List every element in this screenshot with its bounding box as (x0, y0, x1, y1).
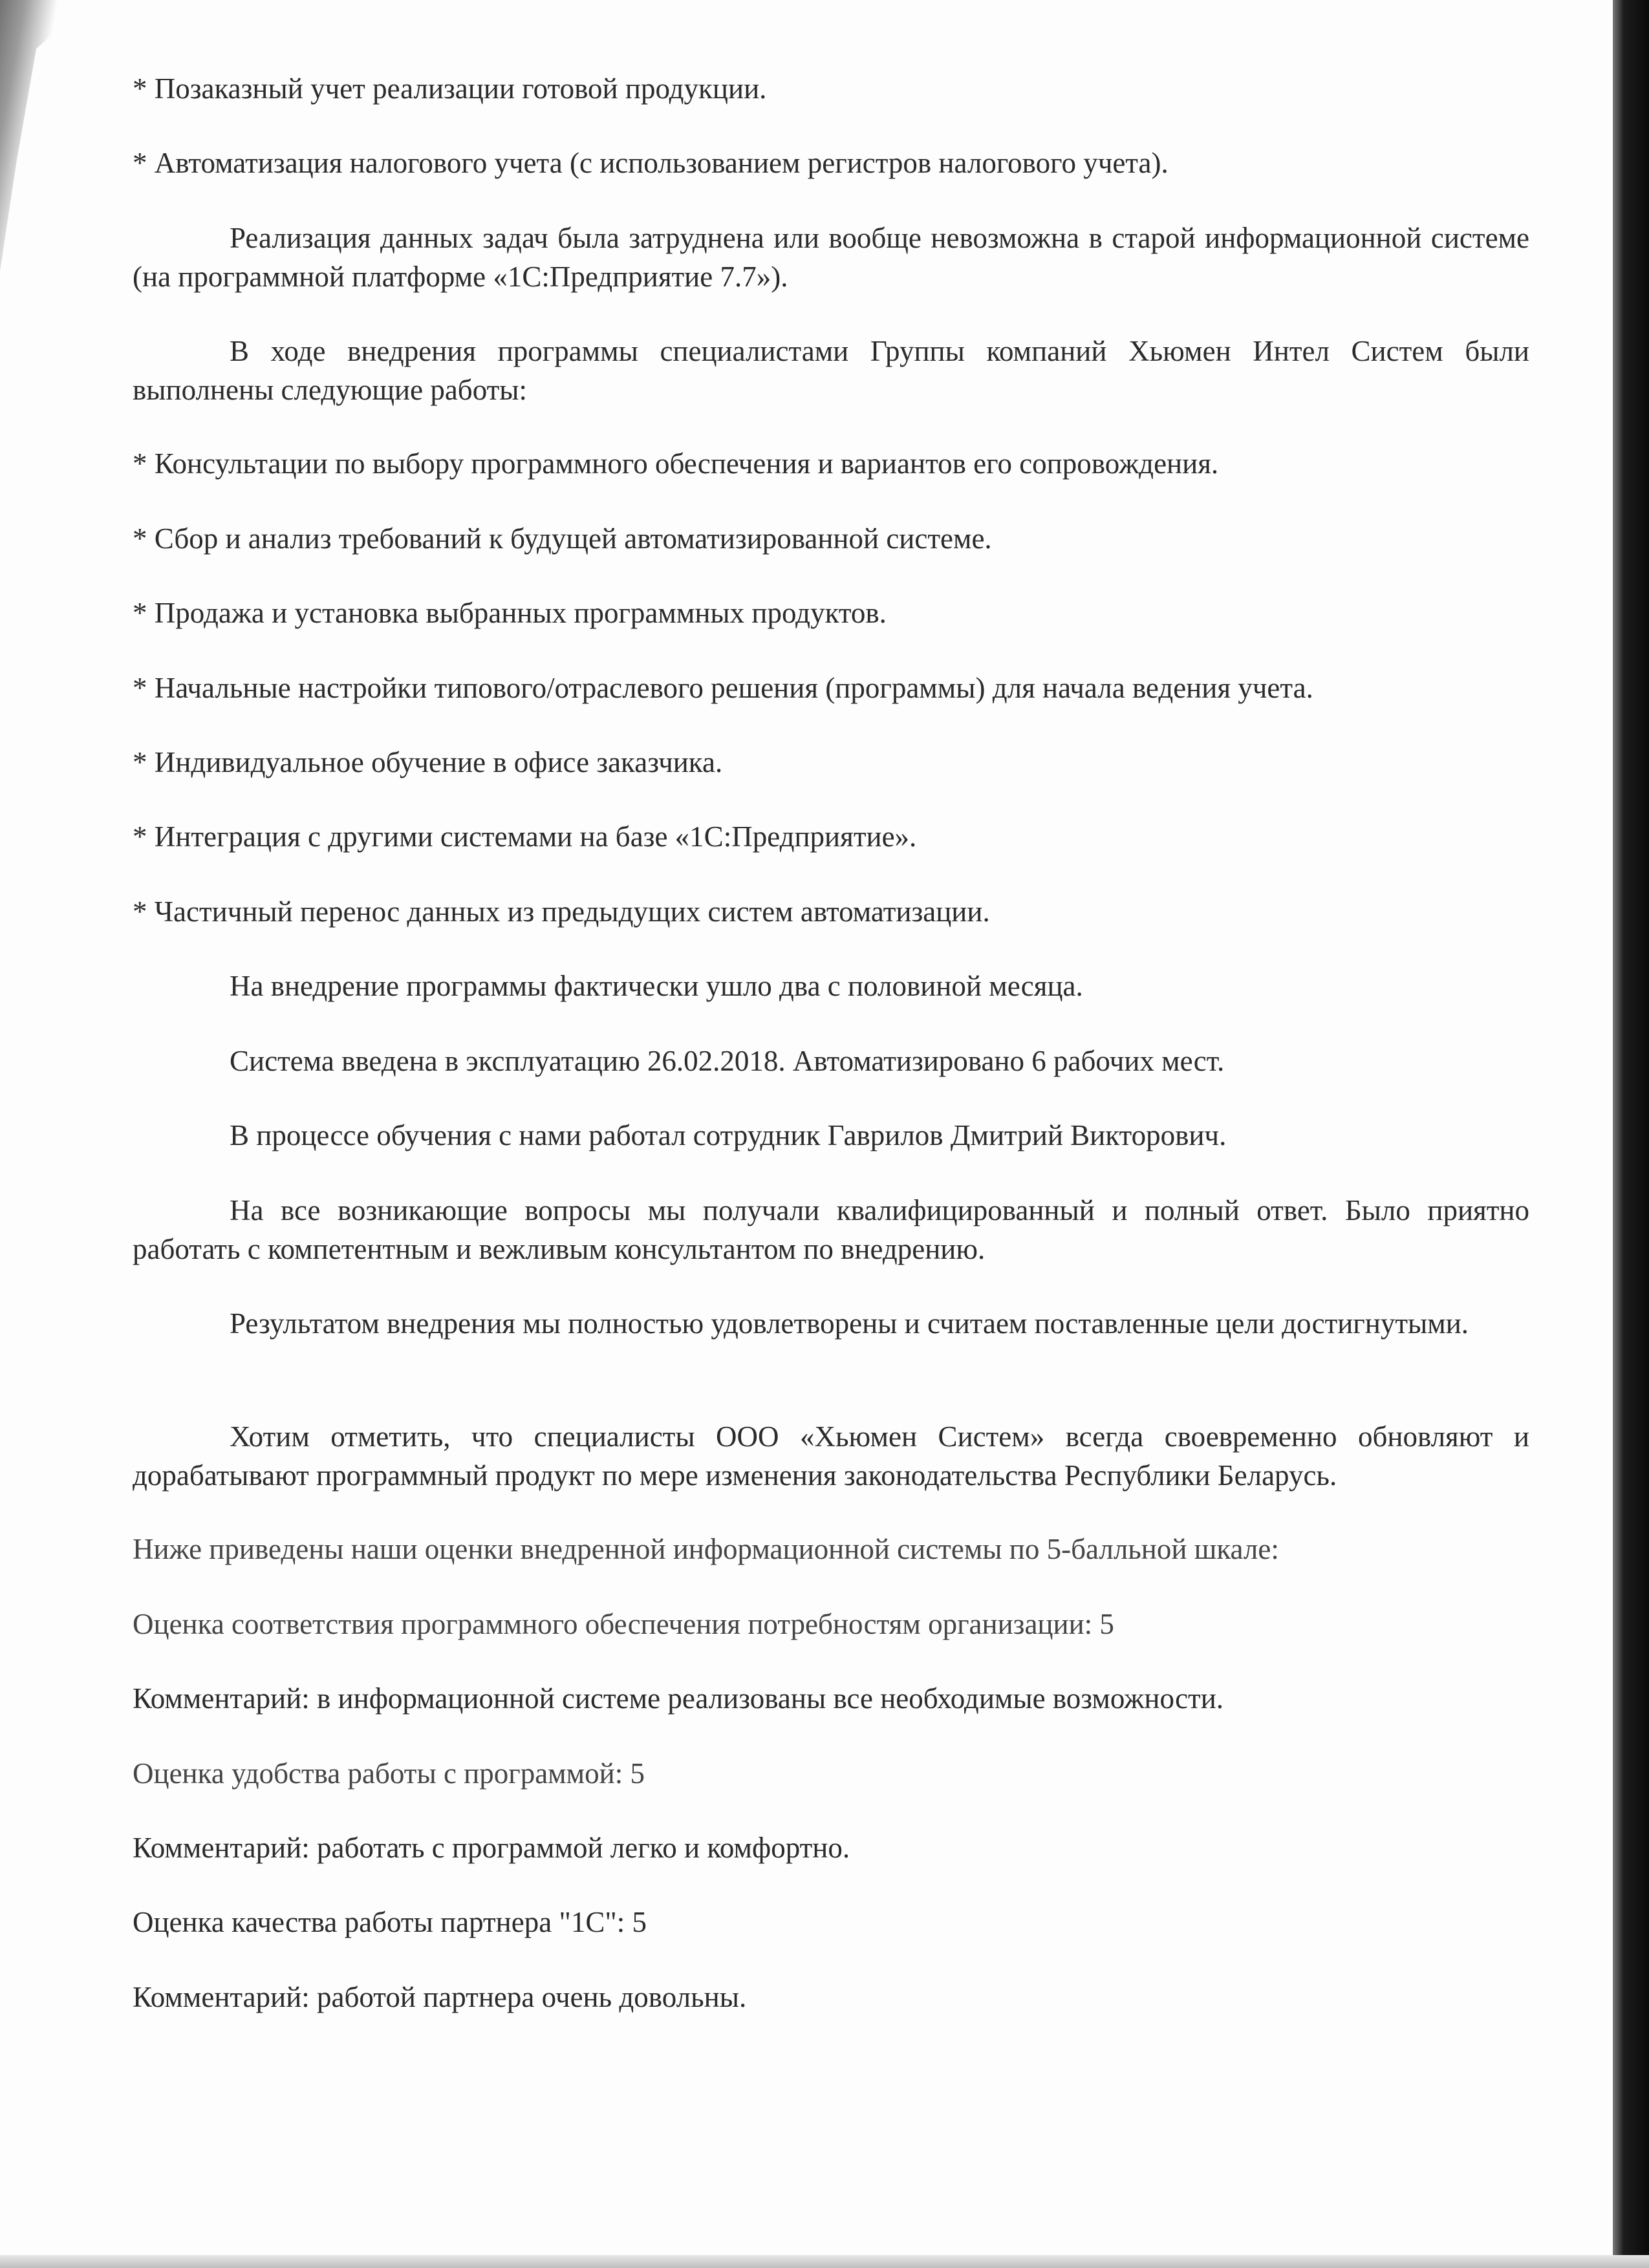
paragraph: Реализация данных задач была затруднена или вообще невозможна в старой информационной системе (на программной платформе «1С:Предприятие 7.7»). (133, 222, 1529, 293)
paragraph: В ходе внедрения программы специалистами Группы компаний Хьюмен Интел Систем были выполнены следующие работы: (133, 335, 1529, 406)
bullet-item: * Сбор и анализ требований к будущей автоматизированной системе. (133, 522, 992, 555)
paragraph: Результатом внедрения мы полностью удовлетворены и считаем поставленные цели достигнутыми. (230, 1307, 1469, 1340)
paragraph: На внедрение программы фактически ушло два с половиной месяца. (230, 970, 1083, 1002)
bullet-item: * Частичный перенос данных из предыдущих систем автоматизации. (133, 895, 990, 928)
bullet-item: * Начальные настройки типового/отраслевого решения (программы) для начала ведения учета. (133, 672, 1313, 704)
bullet-item: * Позаказный учет реализации готовой продукции. (133, 72, 767, 105)
bullet-item: * Автоматизация налогового учета (с использованием регистров налогового учета). (133, 147, 1169, 179)
scan-right-edge (1613, 0, 1649, 2268)
paragraph: В процессе обучения с нами работал сотрудник Гаврилов Дмитрий Викторович. (230, 1119, 1227, 1151)
rating-item: Оценка качества работы партнера "1С": 5 (133, 1906, 647, 1938)
rating-comment: Комментарий: работать с программой легко и комфортно. (133, 1832, 850, 1864)
bullet-item: * Интеграция с другими системами на базе «1С:Предприятие». (133, 820, 917, 853)
bullet-item: * Индивидуальное обучение в офисе заказчика. (133, 746, 723, 778)
document-body (133, 0, 1529, 2268)
bullet-item: * Продажа и установка выбранных программных продуктов. (133, 597, 887, 629)
scan-corner-shadow (0, 0, 91, 272)
rating-comment: Комментарий: в информационной системе реализованы все необходимые возможности. (133, 1682, 1224, 1715)
bullet-item: * Консультации по выбору программного обеспечения и вариантов его сопровождения. (133, 447, 1219, 480)
rating-comment: Комментарий: работой партнера очень довольны. (133, 1981, 747, 2013)
rating-item: Оценка соответствия программного обеспечения потребностям организации: 5 (133, 1608, 1114, 1640)
rating-item: Оценка удобства работы с программой: 5 (133, 1757, 645, 1790)
paragraph: Система введена в эксплуатацию 26.02.2018. Автоматизировано 6 рабочих мест. (230, 1045, 1225, 1077)
paragraph: На все возникающие вопросы мы получали квалифицированный и полный ответ. Было приятно работать с компетентным и вежливым консультантом по внедрению. (133, 1194, 1529, 1265)
paragraph: Хотим отметить, что специалисты ООО «Хьюмен Систем» всегда своевременно обновляют и дорабатывают программный продукт по мере изменения законодательства Республики Беларусь. (133, 1420, 1529, 1492)
rating-intro: Ниже приведены наши оценки внедренной информационной системы по 5-балльной шкале: (133, 1533, 1279, 1565)
